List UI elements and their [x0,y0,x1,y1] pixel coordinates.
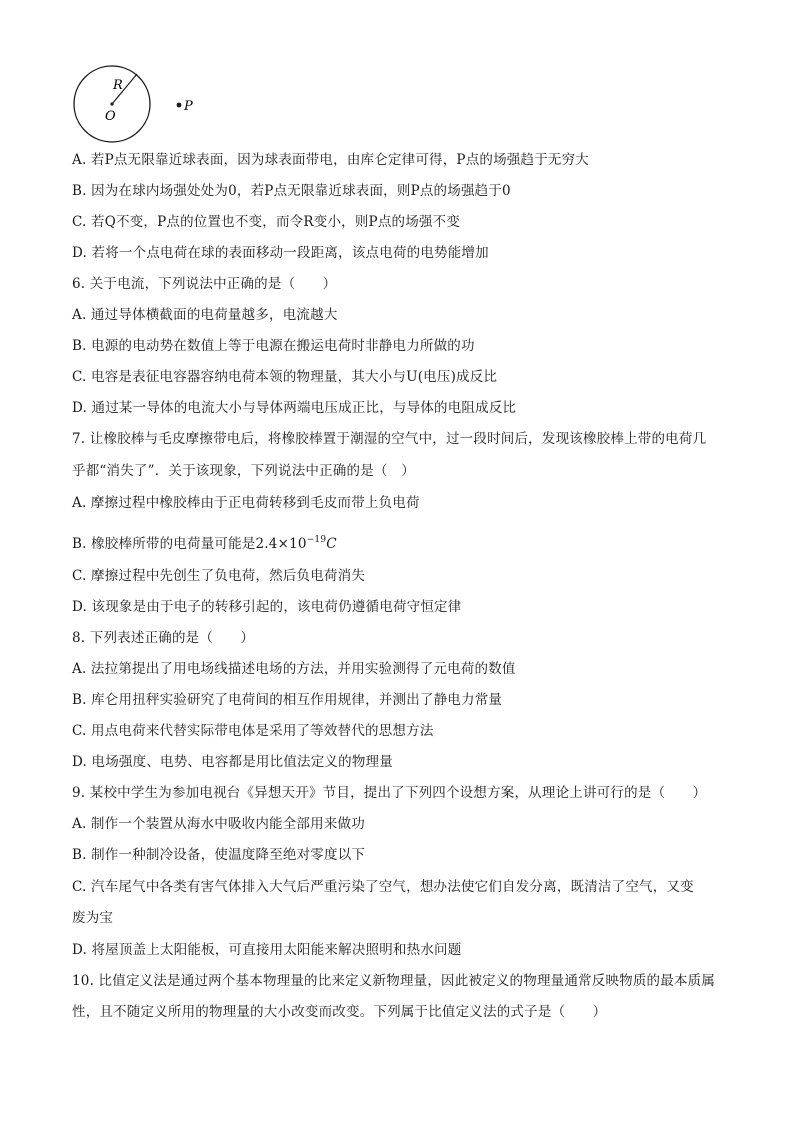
center-label: O [105,109,116,124]
q7-stem-line1: 7. 让橡胶棒与毛皮摩擦带电后，将橡胶棒置于潮湿的空气中，过一段时间后，发现该橡胶棒上带的电荷几 [72,431,707,447]
q8-option-d: D. 电场强度、电势、电容都是用比值法定义的物理量 [72,754,393,770]
q7-option-b-text: B. 橡胶棒所带的电荷量可能是 [72,536,256,552]
q9-option-a: A. 制作一个装置从海水中吸收内能全部用来做功 [72,816,365,832]
center-point [110,102,113,105]
charge-formula: $2.4\times 10^{-19}C$ [255,535,337,552]
q5-option-c: C. 若Q不变，P点的位置也不变，而令R变小，则P点的场强不变 [72,214,461,230]
sphere-figure [70,64,210,144]
q7-option-d: D. 该现象是由于电子的转移引起的，该电荷仍遵循电荷守恒定律 [72,599,462,615]
q7-stem-line2: 乎都“消失了”．关于该现象，下列说法中正确的是（ ） [72,463,416,479]
q6-option-c: C. 电容是表征电容器容纳电荷本领的物理量，其大小与U(电压)成反比 [72,369,498,385]
q10-stem-line2: 性，且不随定义所用的物理量的大小改变而改变。下列属于比值定义法的式子是（ ） [72,1004,607,1020]
q6-option-a: A. 通过导体横截面的电荷量越多，电流越大 [72,307,338,323]
q6-stem: 6. 关于电流，下列说法中正确的是（ ） [72,276,337,292]
q6-option-b: B. 电源的电动势在数值上等于电源在搬运电荷时非静电力所做的功 [72,338,475,354]
q5-option-a: A. 若P点无限靠近球表面，因为球表面带电，由库仑定律可得，P点的场强趋于无穷大 [72,152,589,168]
q9-option-c-line2: 废为宝 [72,910,114,926]
q6-option-d: D. 通过某一导体的电流大小与导体两端电压成正比，与导体的电阻成反比 [72,400,517,416]
q7-option-a: A. 摩擦过程中橡胶棒由于正电荷转移到毛皮而带上负电荷 [72,495,420,511]
q9-option-d: D. 将屋顶盖上太阳能板，可直接用太阳能来解决照明和热水问题 [72,942,462,958]
q9-stem: 9. 某校中学生为参加电视台《异想天开》节目，提出了下列四个设想方案，从理论上讲可行的是（ ） [72,785,707,801]
q5-option-d: D. 若将一个点电荷在球的表面移动一段距离，该点电荷的电势能增加 [72,245,489,261]
point-p-label: P [184,99,193,114]
radius-label: R [113,78,123,93]
q9-option-c-line1: C. 汽车尾气中各类有害气体排入大气后严重污染了空气，想办法使它们自发分离，既清洁了空气，又变 [72,879,694,895]
q10-stem-line1: 10. 比值定义法是通过两个基本物理量的比来定义新物理量，因此被定义的物理量通常反映物质的最本质属 [72,973,716,989]
point-p [177,103,182,108]
q5-option-b: B. 因为在球内场强处处为0，若P点无限靠近球表面，则P点的场强趋于0 [72,183,511,199]
q8-stem: 8. 下列表述正确的是（ ） [72,630,255,646]
q7-option-b [72,531,337,553]
q8-option-c: C. 用点电荷来代替实际带电体是采用了等效替代的思想方法 [72,723,434,739]
q9-option-b: B. 制作一种制冷设备，使温度降至绝对零度以下 [72,847,366,863]
q7-option-c: C. 摩擦过程中先创生了负电荷，然后负电荷消失 [72,568,366,584]
q8-option-a: A. 法拉第提出了用电场线描述电场的方法，并用实验测得了元电荷的数值 [72,661,516,677]
q8-option-b: B. 库仑用扭秤实验研究了电荷间的相互作用规律，并测出了静电力常量 [72,692,503,708]
